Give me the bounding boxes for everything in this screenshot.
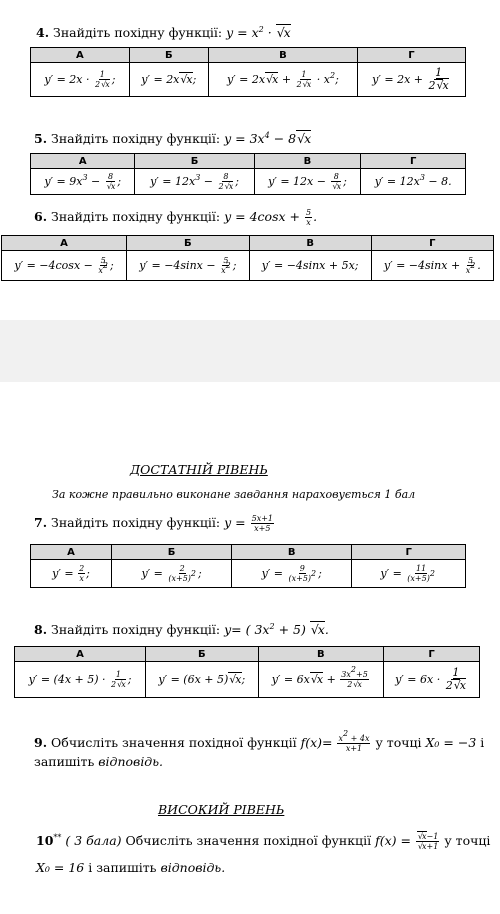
task-10-prompt-line2 xyxy=(36,860,225,876)
option-header-a: А xyxy=(31,48,130,63)
task-function: y = $\frac{5x+1}{x+5}$ xyxy=(224,514,274,533)
task-number: 4. xyxy=(36,25,50,40)
option-header-b: Б xyxy=(129,48,208,63)
level-heading-high: ВИСОКИЙ РІВЕНЬ xyxy=(158,802,285,817)
task-7-options-table xyxy=(30,544,466,588)
task-text: відповідь. xyxy=(98,754,164,769)
task-text: у точці xyxy=(444,833,491,848)
task-text: запишіть xyxy=(34,754,95,769)
option-a[interactable]: y′ = $\frac{2}{x}$ ; xyxy=(31,560,112,588)
option-header-v: В xyxy=(232,545,352,560)
option-header-v: В xyxy=(254,154,361,169)
option-header-b: Б xyxy=(135,154,254,169)
page-separator xyxy=(0,320,500,382)
option-g[interactable]: y′ = $\frac{11}{(x+5)^2}$ xyxy=(352,560,466,588)
task-8-prompt xyxy=(34,622,329,638)
task-7-prompt xyxy=(34,514,275,533)
scoring-note: За кожне правильно виконане завдання нараховується 1 бал xyxy=(52,488,416,501)
option-b[interactable]: y′ = $\frac{2}{(x+5)^2}$ ; xyxy=(112,560,232,588)
task-function: $y = x^2$ · √ x xyxy=(226,25,291,40)
option-b[interactable]: y′ = −4sinx − $\frac{5}{x^2}$ ; xyxy=(127,251,250,281)
level-heading-sufficient: ДОСТАТНІЙ РІВЕНЬ xyxy=(130,462,268,477)
option-b[interactable]: y′ = (6x + 5)√ x; xyxy=(146,662,258,698)
option-v[interactable]: y′ = $\frac{9}{(x+5)^2}$ ; xyxy=(232,560,352,588)
task-text: Знайдіть похідну функції: xyxy=(51,622,221,637)
task-text: відповідь. xyxy=(160,860,226,875)
task-10-prompt xyxy=(36,832,490,851)
option-a[interactable]: $y' = 9x^3$ − 8 √ x ; xyxy=(31,169,135,195)
option-v[interactable]: y′ = −4sinx + 5x; xyxy=(249,251,371,281)
option-header-a: А xyxy=(15,647,146,662)
task-text: Обчисліть значення похідної функції xyxy=(125,833,372,848)
option-header-a: А xyxy=(2,236,127,251)
option-g[interactable]: y′ = −4sinx + $\frac{5}{x^2}$ . xyxy=(371,251,493,281)
task-text: Знайдіть похідну функції: xyxy=(51,515,221,530)
task-function: f(x)= $\frac{x^2 + 4x}{x+1}$ xyxy=(300,729,370,753)
task-point: X₀ = −3 xyxy=(425,735,477,750)
option-header-g: Г xyxy=(352,545,466,560)
task-6-options-table xyxy=(1,235,494,281)
option-header-g: Г xyxy=(357,48,465,63)
task-number: 6. xyxy=(34,209,48,224)
option-header-b: Б xyxy=(127,236,250,251)
option-b[interactable]: y′ = 2x√ x; xyxy=(129,63,208,97)
option-header-v: В xyxy=(249,236,371,251)
option-g[interactable]: y′ = 2x + $\frac{1}{2√ x}$ xyxy=(357,63,465,97)
worksheet-page-1 xyxy=(0,0,500,320)
task-number: 5. xyxy=(34,131,48,146)
option-header-v: В xyxy=(258,647,384,662)
task-number: 8. xyxy=(34,622,48,637)
task-function: y= ( $3x^2 + 5$) √ x. xyxy=(224,622,329,637)
task-text: і запишіть xyxy=(88,860,157,875)
task-function: $y = 3x^4 - 8√$ x xyxy=(224,131,311,146)
task-5-prompt xyxy=(34,131,311,147)
task-point: X₀ = 16 xyxy=(36,860,85,875)
option-header-b: Б xyxy=(112,545,232,560)
option-header-a: А xyxy=(31,545,112,560)
task-4-prompt xyxy=(36,25,291,41)
option-header-b: Б xyxy=(146,647,258,662)
task-number: 9. xyxy=(34,735,48,750)
option-g[interactable]: y′ = 6x · $\frac{1}{2√ x}$ xyxy=(384,662,480,698)
task-number: 10 xyxy=(36,833,54,848)
option-header-g: Г xyxy=(371,236,493,251)
task-text: Знайдіть похідну функції: xyxy=(53,25,223,40)
worksheet-page-2 xyxy=(0,382,500,914)
task-text: у точці xyxy=(375,735,422,750)
task-4-options-table xyxy=(30,47,466,97)
task-9-prompt-line2 xyxy=(34,754,163,770)
option-g[interactable]: $y' = 12x^3 - 8$. xyxy=(361,169,466,195)
task-text: Знайдіть похідну функції: xyxy=(51,209,221,224)
option-v[interactable]: y′ = 6x√ x + $\frac{3x^2+5}{2√ x}$ xyxy=(258,662,384,698)
task-function: f(x) = √ x−1 √ x+1 xyxy=(375,833,440,848)
option-v[interactable]: y′ = 2x√ x + $\frac{1}{2√ x}$ · $x^2$; xyxy=(208,63,357,97)
task-text: і xyxy=(480,735,485,750)
option-header-g: Г xyxy=(361,154,466,169)
option-a[interactable]: y′ = 2x · $\frac{1}{2√ x}$ ; xyxy=(31,63,130,97)
task-9-prompt xyxy=(34,729,485,753)
option-a[interactable]: y′ = −4cosx − $\frac{5}{x^2}$ ; xyxy=(2,251,127,281)
task-text: Обчисліть значення похідної функції xyxy=(51,735,297,750)
task-function: y = 4cosx + $\frac{5}{x}$ . xyxy=(224,208,318,227)
option-a[interactable]: y′ = (4x + 5) · $\frac{1}{2√ x}$ ; xyxy=(15,662,146,698)
option-header-a: А xyxy=(31,154,135,169)
task-5-options-table xyxy=(30,153,466,195)
option-b[interactable]: $y' = 12x^3$ − $\frac{8}{2√ x}$ ; xyxy=(135,169,254,195)
task-text: Знайдіть похідну функції: xyxy=(51,131,221,146)
option-v[interactable]: y′ = 12x − 8 √ x ; xyxy=(254,169,361,195)
option-header-g: Г xyxy=(384,647,480,662)
task-number: 7. xyxy=(34,515,48,530)
task-points: ( 3 бала) xyxy=(65,833,122,848)
task-8-options-table xyxy=(14,646,480,698)
task-marker: ** xyxy=(53,833,62,842)
option-header-v: В xyxy=(208,48,357,63)
task-6-prompt xyxy=(34,208,317,227)
